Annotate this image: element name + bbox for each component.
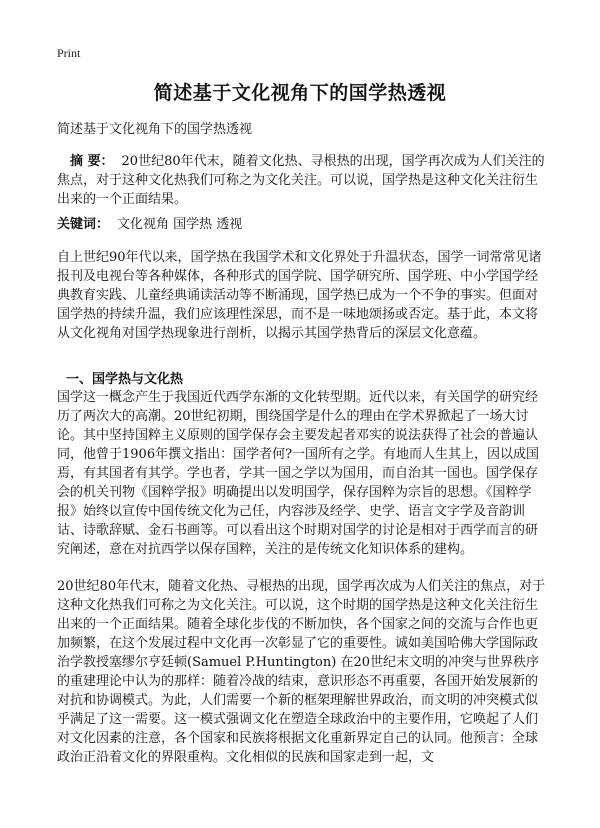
keywords-label: 关键词： bbox=[57, 217, 110, 232]
page-title: 简述基于文化视角下的国学热透视 bbox=[153, 82, 447, 104]
section-paragraph-1: 国学这一概念产生于我国近代西学东渐的文化转型期。近代以来，有关国学的研究经历了两次大的高潮。20世纪初期，围绕国学是什么的理由在学术界掀起了一场大讨论。其中坚持国粹主义原则的国学保存会主要发起者邓实的说法获得了社会的普遍认同，他曾于1906年撰文指出：国学者何?一国所有之学。有地而人生其上，因以成国焉，有其国者有其学。学也者，学其一国之学以为国用，而自治其一国也。国学保存会的机关刊物《国粹学报》明确提出以发明国学，保存国粹为宗旨的思想。《国粹学报》始终以宣传中国传统文化为己任，内容涉及经学、史学、语言文字学及音韵训诂、诗歌辞赋、金石书画等。可以看出这个时期对国学的讨论是相对于西学而言的研究阐述，意在对抗西学以保存国粹，关注的是传统文化知识体系的建构。 bbox=[57, 390, 540, 557]
section-heading: 一、国学热与文化热 bbox=[66, 372, 184, 387]
subtitle: 简述基于文化视角下的国学热透视 bbox=[57, 122, 253, 137]
print-label: Print bbox=[57, 46, 81, 60]
intro-paragraph: 自上世纪90年代以来，国学热在我国学术和文化界处于升温状态，国学一词常常见诸报刊及电视台等各种媒体，各种形式的国学院、国学研究所、国学班、中小学国学经典教育实践、儿童经典诵读活动等不断涌现，国学热已成为一个不争的事实。但面对国学热的持续升温，我们应该理性深思，而不是一味地颂扬或否定。基于此，本文将从文化视角对国学热现象进行剖析，以揭示其国学热背后的深层文化意蕴。 bbox=[57, 250, 542, 341]
keywords-text: 文化视角 国学热 透视 bbox=[117, 217, 243, 232]
abstract-label: 摘 要： bbox=[70, 154, 114, 169]
section-paragraph-2: 20世纪80年代末，随着文化热、寻根热的出现，国学再次成为人们关注的焦点，对于这种文化热我们可称之为文化关注。可以说，这个时期的国学热是这种文化关注衍生出来的一个正面结果。随着全球化步伐的不断加快，各个国家之间的交流与合作也更加频繁，在这个发展过程中文化再一次彰显了它的重要性。诚如美国哈佛大学国际政治学教授塞缪尔亨廷顿(Samuel P.Huntington) 在20世纪末文明的冲突与世界秩序的重建理论中认为的那样：随着冷战的结束，意识形态不再重要，各国开始发展新的对抗和协调模式。为此，人们需要一个新的框架理解世界政治，而文明的冲突模式似乎满足了这一需要。这一模式强调文化在塑造全球政治中的主要作用，它唤起了人们对文化因素的注意，各个国家和民族将根据文化重新界定自己的认同。他预言：全球政治正沿着文化的界限重构。文化相似的民族和国家走到一起，文 bbox=[57, 579, 546, 765]
keywords bbox=[57, 215, 547, 234]
abstract bbox=[57, 152, 547, 209]
abstract-text: 20世纪80年代末，随着文化热、寻根热的出现，国学再次成为人们关注的焦点，对于这种文化热我们可称之为文化关注。可以说，国学热是这种文化关注衍生出来的一个正面结果。 bbox=[57, 154, 545, 207]
